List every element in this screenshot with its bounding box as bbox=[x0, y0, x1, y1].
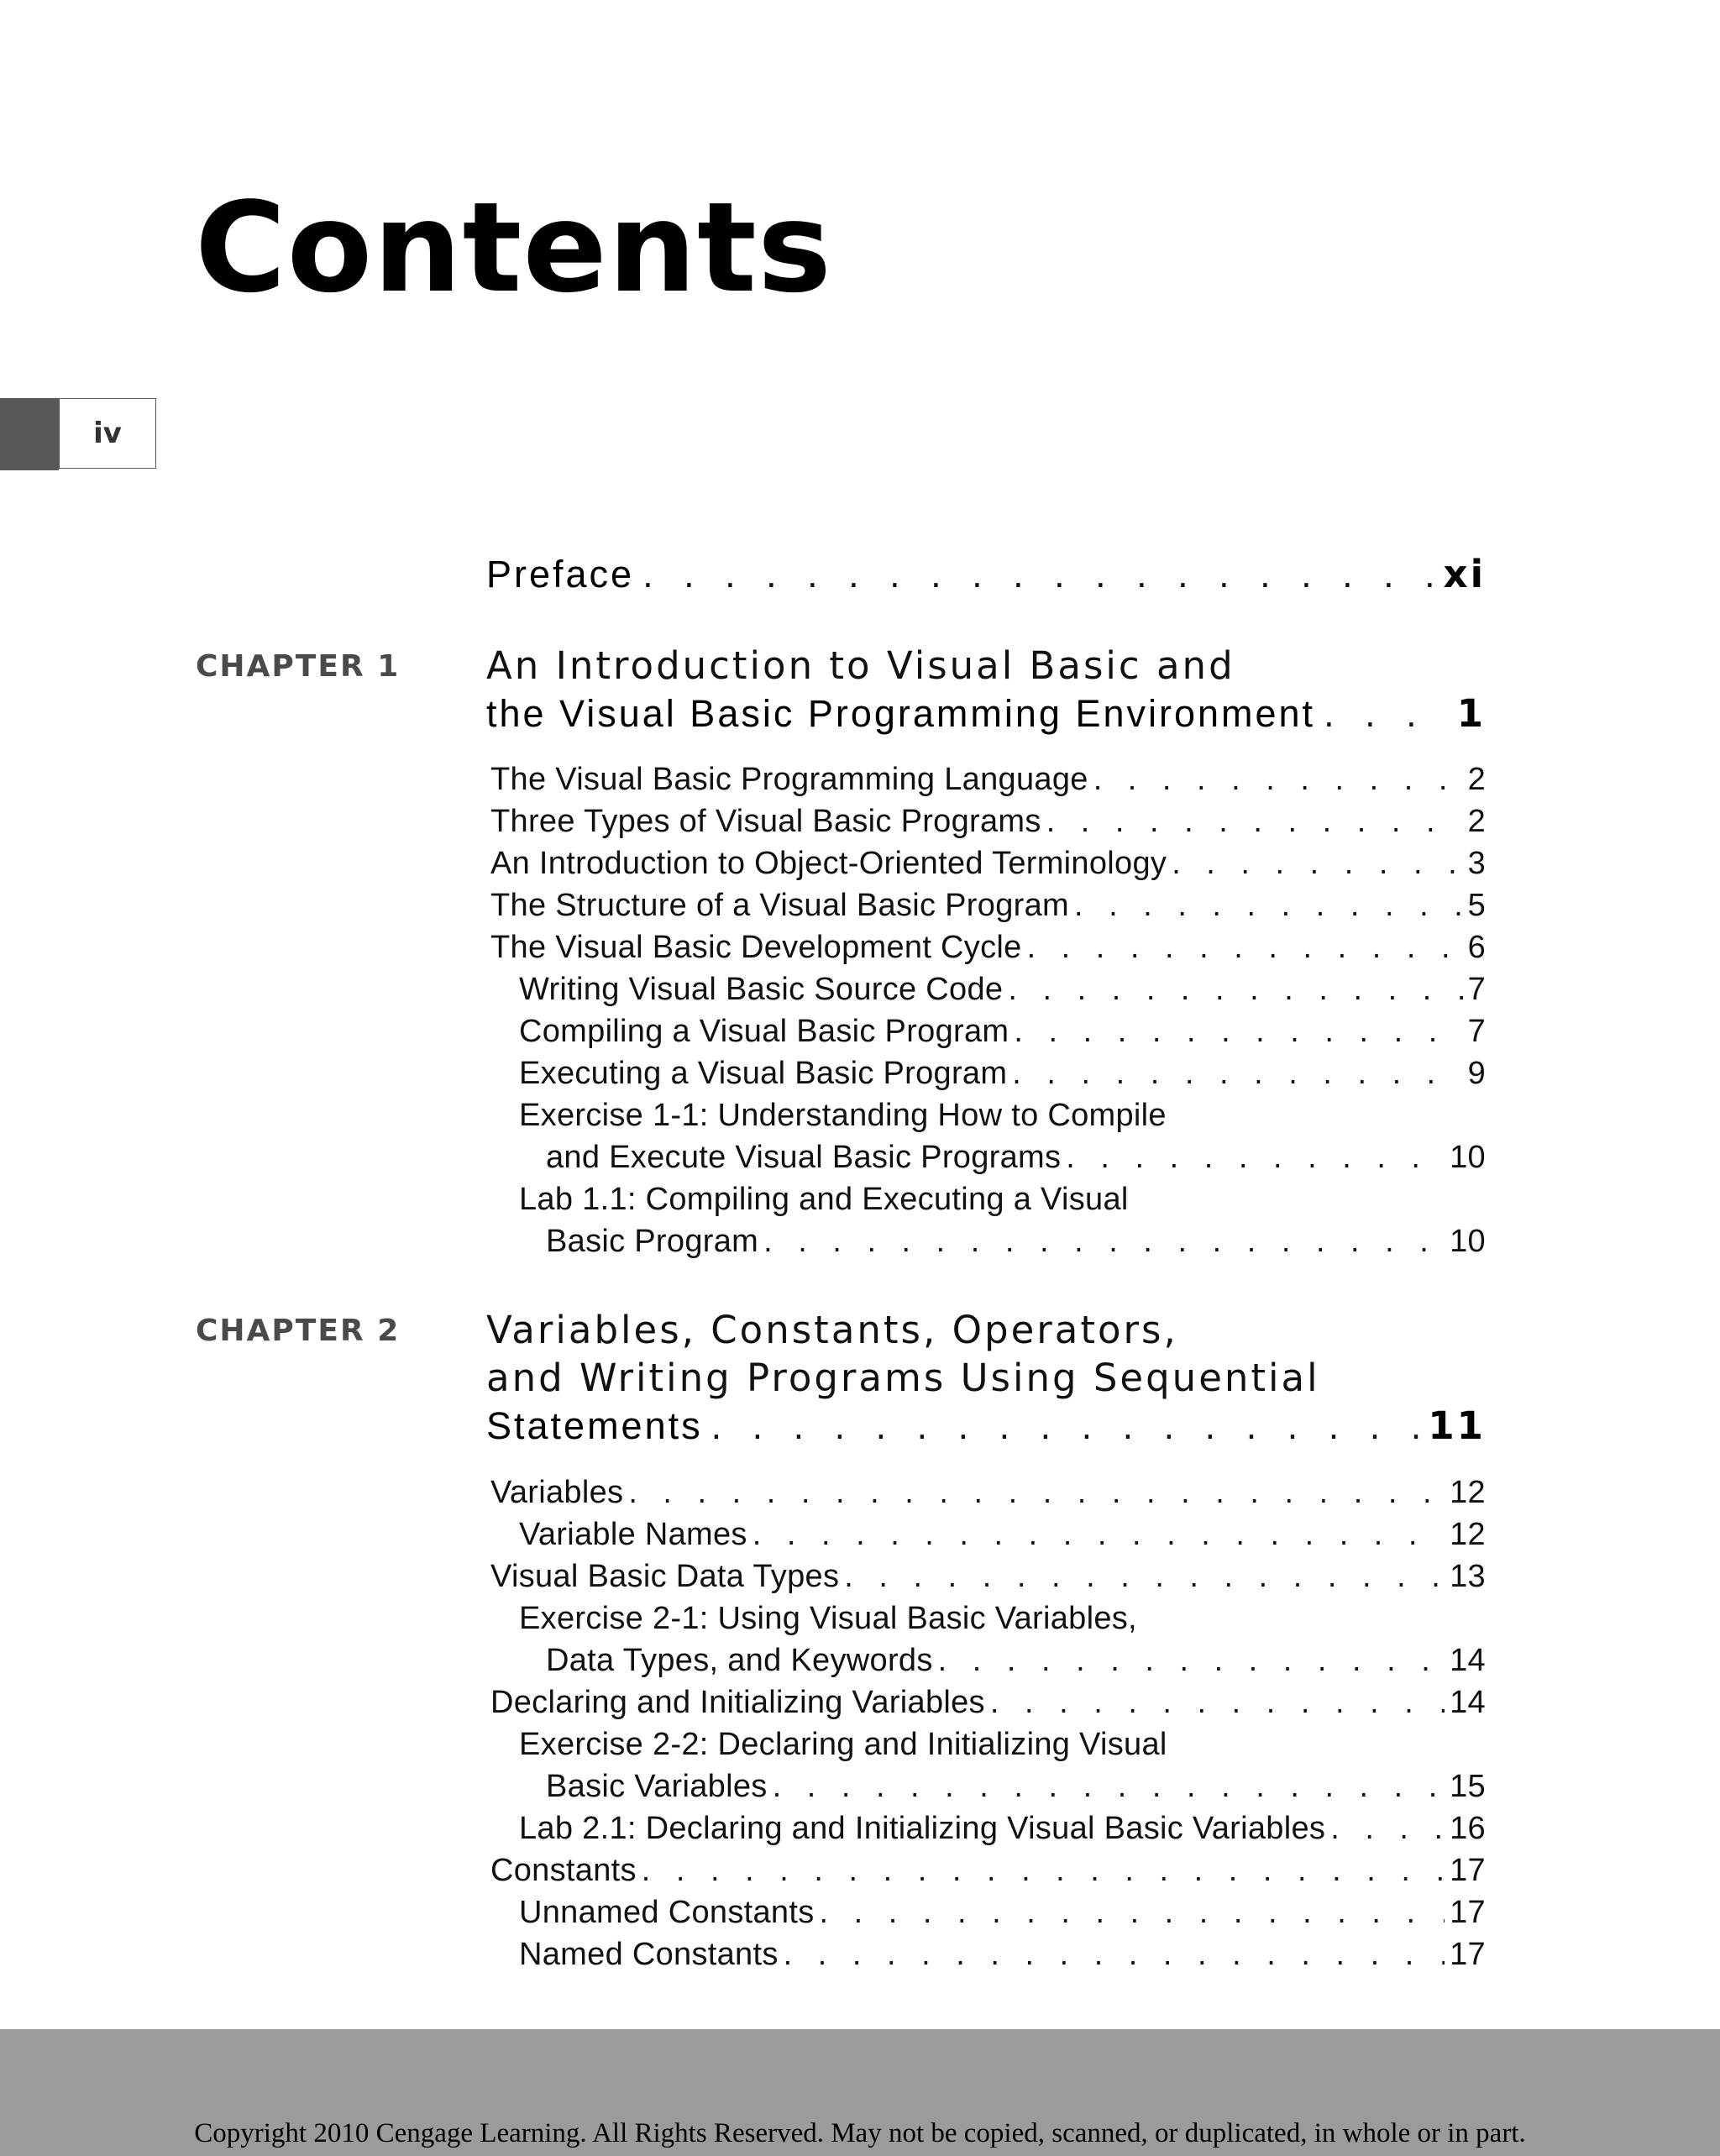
toc-entry-title: Declaring and Initializing Variables bbox=[490, 1685, 985, 1720]
toc-page-number: 10 bbox=[1450, 1140, 1486, 1175]
toc-page-number: 12 bbox=[1450, 1475, 1486, 1510]
toc-subentry[interactable] bbox=[519, 968, 1486, 1010]
toc-entry-title: The Structure of a Visual Basic Program bbox=[490, 888, 1069, 923]
toc-entry-title: Lab 1.1: Compiling and Executing a Visual bbox=[519, 1182, 1129, 1217]
toc-entry-title: Exercise 2-1: Using Visual Basic Variables, bbox=[519, 1601, 1137, 1636]
toc-subentry-first-line[interactable] bbox=[519, 1178, 1486, 1220]
toc-page-number: 7 bbox=[1467, 1014, 1486, 1049]
dot-leader bbox=[990, 1681, 1445, 1723]
toc-subentry[interactable] bbox=[546, 1639, 1486, 1681]
copyright-notice: Copyright 2010 Cengage Learning. All Rights Reserved. May not be copied, scanned, or duplicated, in whole or in part. bbox=[194, 2118, 1526, 2148]
toc-entry-title: Preface bbox=[486, 553, 635, 595]
toc-subentry[interactable] bbox=[519, 1010, 1486, 1052]
toc-entry-title: Unnamed Constants bbox=[519, 1895, 815, 1930]
toc-subentry-first-line[interactable] bbox=[519, 1597, 1486, 1639]
dot-leader bbox=[1012, 1052, 1462, 1094]
toc-subentry[interactable] bbox=[546, 1136, 1486, 1178]
toc-page-number: 1 bbox=[1456, 691, 1486, 736]
toc-subentry[interactable] bbox=[519, 1513, 1486, 1555]
toc-subentry[interactable] bbox=[519, 1933, 1486, 1975]
dot-leader bbox=[1046, 800, 1463, 842]
dot-leader bbox=[784, 1933, 1445, 1975]
toc-entry[interactable] bbox=[490, 1471, 1486, 1513]
toc-entry-title: Writing Visual Basic Source Code bbox=[519, 972, 1004, 1007]
dot-leader bbox=[1074, 884, 1463, 926]
toc-preface[interactable] bbox=[486, 550, 1486, 598]
page-number: iv bbox=[59, 398, 156, 469]
toc-page-number: 9 bbox=[1467, 1056, 1486, 1091]
toc-entry-title: Exercise 2-2: Declaring and Initializing Visual bbox=[519, 1727, 1167, 1762]
dot-leader bbox=[642, 550, 1434, 598]
toc-subentry-first-line[interactable] bbox=[519, 1723, 1486, 1765]
toc-subentry[interactable] bbox=[519, 1891, 1486, 1933]
toc-page-number: 15 bbox=[1450, 1769, 1486, 1804]
toc-page-number: xi bbox=[1443, 552, 1486, 596]
toc-entry-title: Visual Basic Data Types bbox=[490, 1559, 840, 1594]
dot-leader bbox=[628, 1471, 1445, 1513]
toc-page-number: 17 bbox=[1450, 1853, 1486, 1888]
chapter-title-line: Statements bbox=[486, 1404, 703, 1447]
chapter-title-line: the Visual Basic Programming Environment bbox=[486, 692, 1316, 735]
chapter-1-title[interactable] bbox=[486, 642, 1486, 690]
toc-entry[interactable] bbox=[490, 926, 1486, 968]
toc-page-number: 2 bbox=[1467, 762, 1486, 797]
toc-entry-title: Lab 2.1: Declaring and Initializing Visual Basic Variables bbox=[519, 1811, 1326, 1846]
dot-leader bbox=[1172, 842, 1462, 884]
toc-page-number: 17 bbox=[1450, 1895, 1486, 1930]
dot-leader bbox=[1093, 758, 1463, 800]
dot-leader bbox=[1008, 968, 1462, 1010]
toc-entry-title: Three Types of Visual Basic Programs bbox=[490, 804, 1041, 839]
dot-leader bbox=[1330, 1807, 1445, 1849]
dot-leader bbox=[1066, 1136, 1445, 1178]
toc-page-number: 16 bbox=[1450, 1811, 1486, 1846]
toc-entry[interactable] bbox=[490, 758, 1486, 800]
toc-entry-title: Basic Program bbox=[546, 1224, 759, 1259]
chapter-title-line: An Introduction to Visual Basic and bbox=[486, 643, 1235, 688]
page-title: Contents bbox=[195, 176, 832, 320]
chapter-1-label: CHAPTER 1 bbox=[196, 649, 401, 684]
chapter-2-title-last-line[interactable] bbox=[486, 1402, 1486, 1450]
toc-page-number: 11 bbox=[1428, 1403, 1486, 1448]
toc-subentry[interactable] bbox=[519, 1052, 1486, 1094]
toc-page-number: 12 bbox=[1450, 1517, 1486, 1552]
chapter-title-line: Variables, Constants, Operators, bbox=[486, 1308, 1178, 1352]
dot-leader bbox=[642, 1849, 1445, 1891]
toc-entry[interactable] bbox=[490, 1555, 1486, 1597]
toc-page-number: 6 bbox=[1467, 930, 1486, 965]
toc-entry-title: The Visual Basic Development Cycle bbox=[490, 930, 1022, 965]
toc-entry-title: The Visual Basic Programming Language bbox=[490, 762, 1088, 797]
toc-subentry[interactable] bbox=[546, 1765, 1486, 1807]
dot-leader bbox=[820, 1891, 1445, 1933]
toc-page-number: 14 bbox=[1450, 1685, 1486, 1720]
dot-leader bbox=[773, 1765, 1445, 1807]
toc-page-number: 13 bbox=[1450, 1559, 1486, 1594]
toc-page-number: 7 bbox=[1467, 972, 1486, 1007]
toc-entry-title: An Introduction to Object-Oriented Terminology bbox=[490, 846, 1167, 881]
dot-leader bbox=[711, 1402, 1420, 1450]
toc-entry-title: Executing a Visual Basic Program bbox=[519, 1056, 1008, 1091]
toc-page-number: 3 bbox=[1467, 846, 1486, 881]
toc-entry-title: Data Types, and Keywords bbox=[546, 1643, 933, 1678]
chapter-2-label: CHAPTER 2 bbox=[196, 1314, 401, 1348]
toc-page-number: 2 bbox=[1467, 804, 1486, 839]
toc-entry-title: and Execute Visual Basic Programs bbox=[546, 1140, 1062, 1175]
toc-entry[interactable] bbox=[490, 884, 1486, 926]
dot-leader bbox=[1324, 690, 1449, 737]
dot-leader bbox=[752, 1513, 1445, 1555]
toc-entry-title: Variables bbox=[490, 1475, 624, 1510]
toc-entry-title: Constants bbox=[490, 1853, 637, 1888]
toc-entry[interactable] bbox=[490, 1681, 1486, 1723]
toc-page-number: 5 bbox=[1467, 888, 1486, 923]
chapter-1-title-last-line[interactable] bbox=[486, 690, 1486, 737]
toc-entry-title: Compiling a Visual Basic Program bbox=[519, 1014, 1009, 1049]
dot-leader bbox=[844, 1555, 1445, 1597]
toc-entry-title: Basic Variables bbox=[546, 1769, 768, 1804]
toc-subentry[interactable] bbox=[519, 1807, 1486, 1849]
toc-entry-title: Exercise 1-1: Understanding How to Compile bbox=[519, 1098, 1167, 1133]
chapter-2-title[interactable] bbox=[486, 1306, 1486, 1402]
toc-entry[interactable] bbox=[490, 842, 1486, 884]
dot-leader bbox=[938, 1639, 1445, 1681]
dot-leader bbox=[1014, 1010, 1462, 1052]
toc-entry-title: Named Constants bbox=[519, 1937, 779, 1972]
toc-entry[interactable] bbox=[490, 1849, 1486, 1891]
toc-page-number: 17 bbox=[1450, 1937, 1486, 1972]
dot-leader bbox=[763, 1220, 1445, 1262]
toc-page-number: 14 bbox=[1450, 1643, 1486, 1678]
toc-subentry[interactable] bbox=[546, 1220, 1486, 1262]
page-tab-marker bbox=[0, 398, 59, 470]
chapter-title-line: and Writing Programs Using Sequential bbox=[486, 1356, 1320, 1400]
toc-page-number: 10 bbox=[1450, 1224, 1486, 1259]
toc-subentry-first-line[interactable] bbox=[519, 1094, 1486, 1136]
toc-entry-title: Variable Names bbox=[519, 1517, 747, 1552]
toc-entry[interactable] bbox=[490, 800, 1486, 842]
dot-leader bbox=[1027, 926, 1463, 968]
